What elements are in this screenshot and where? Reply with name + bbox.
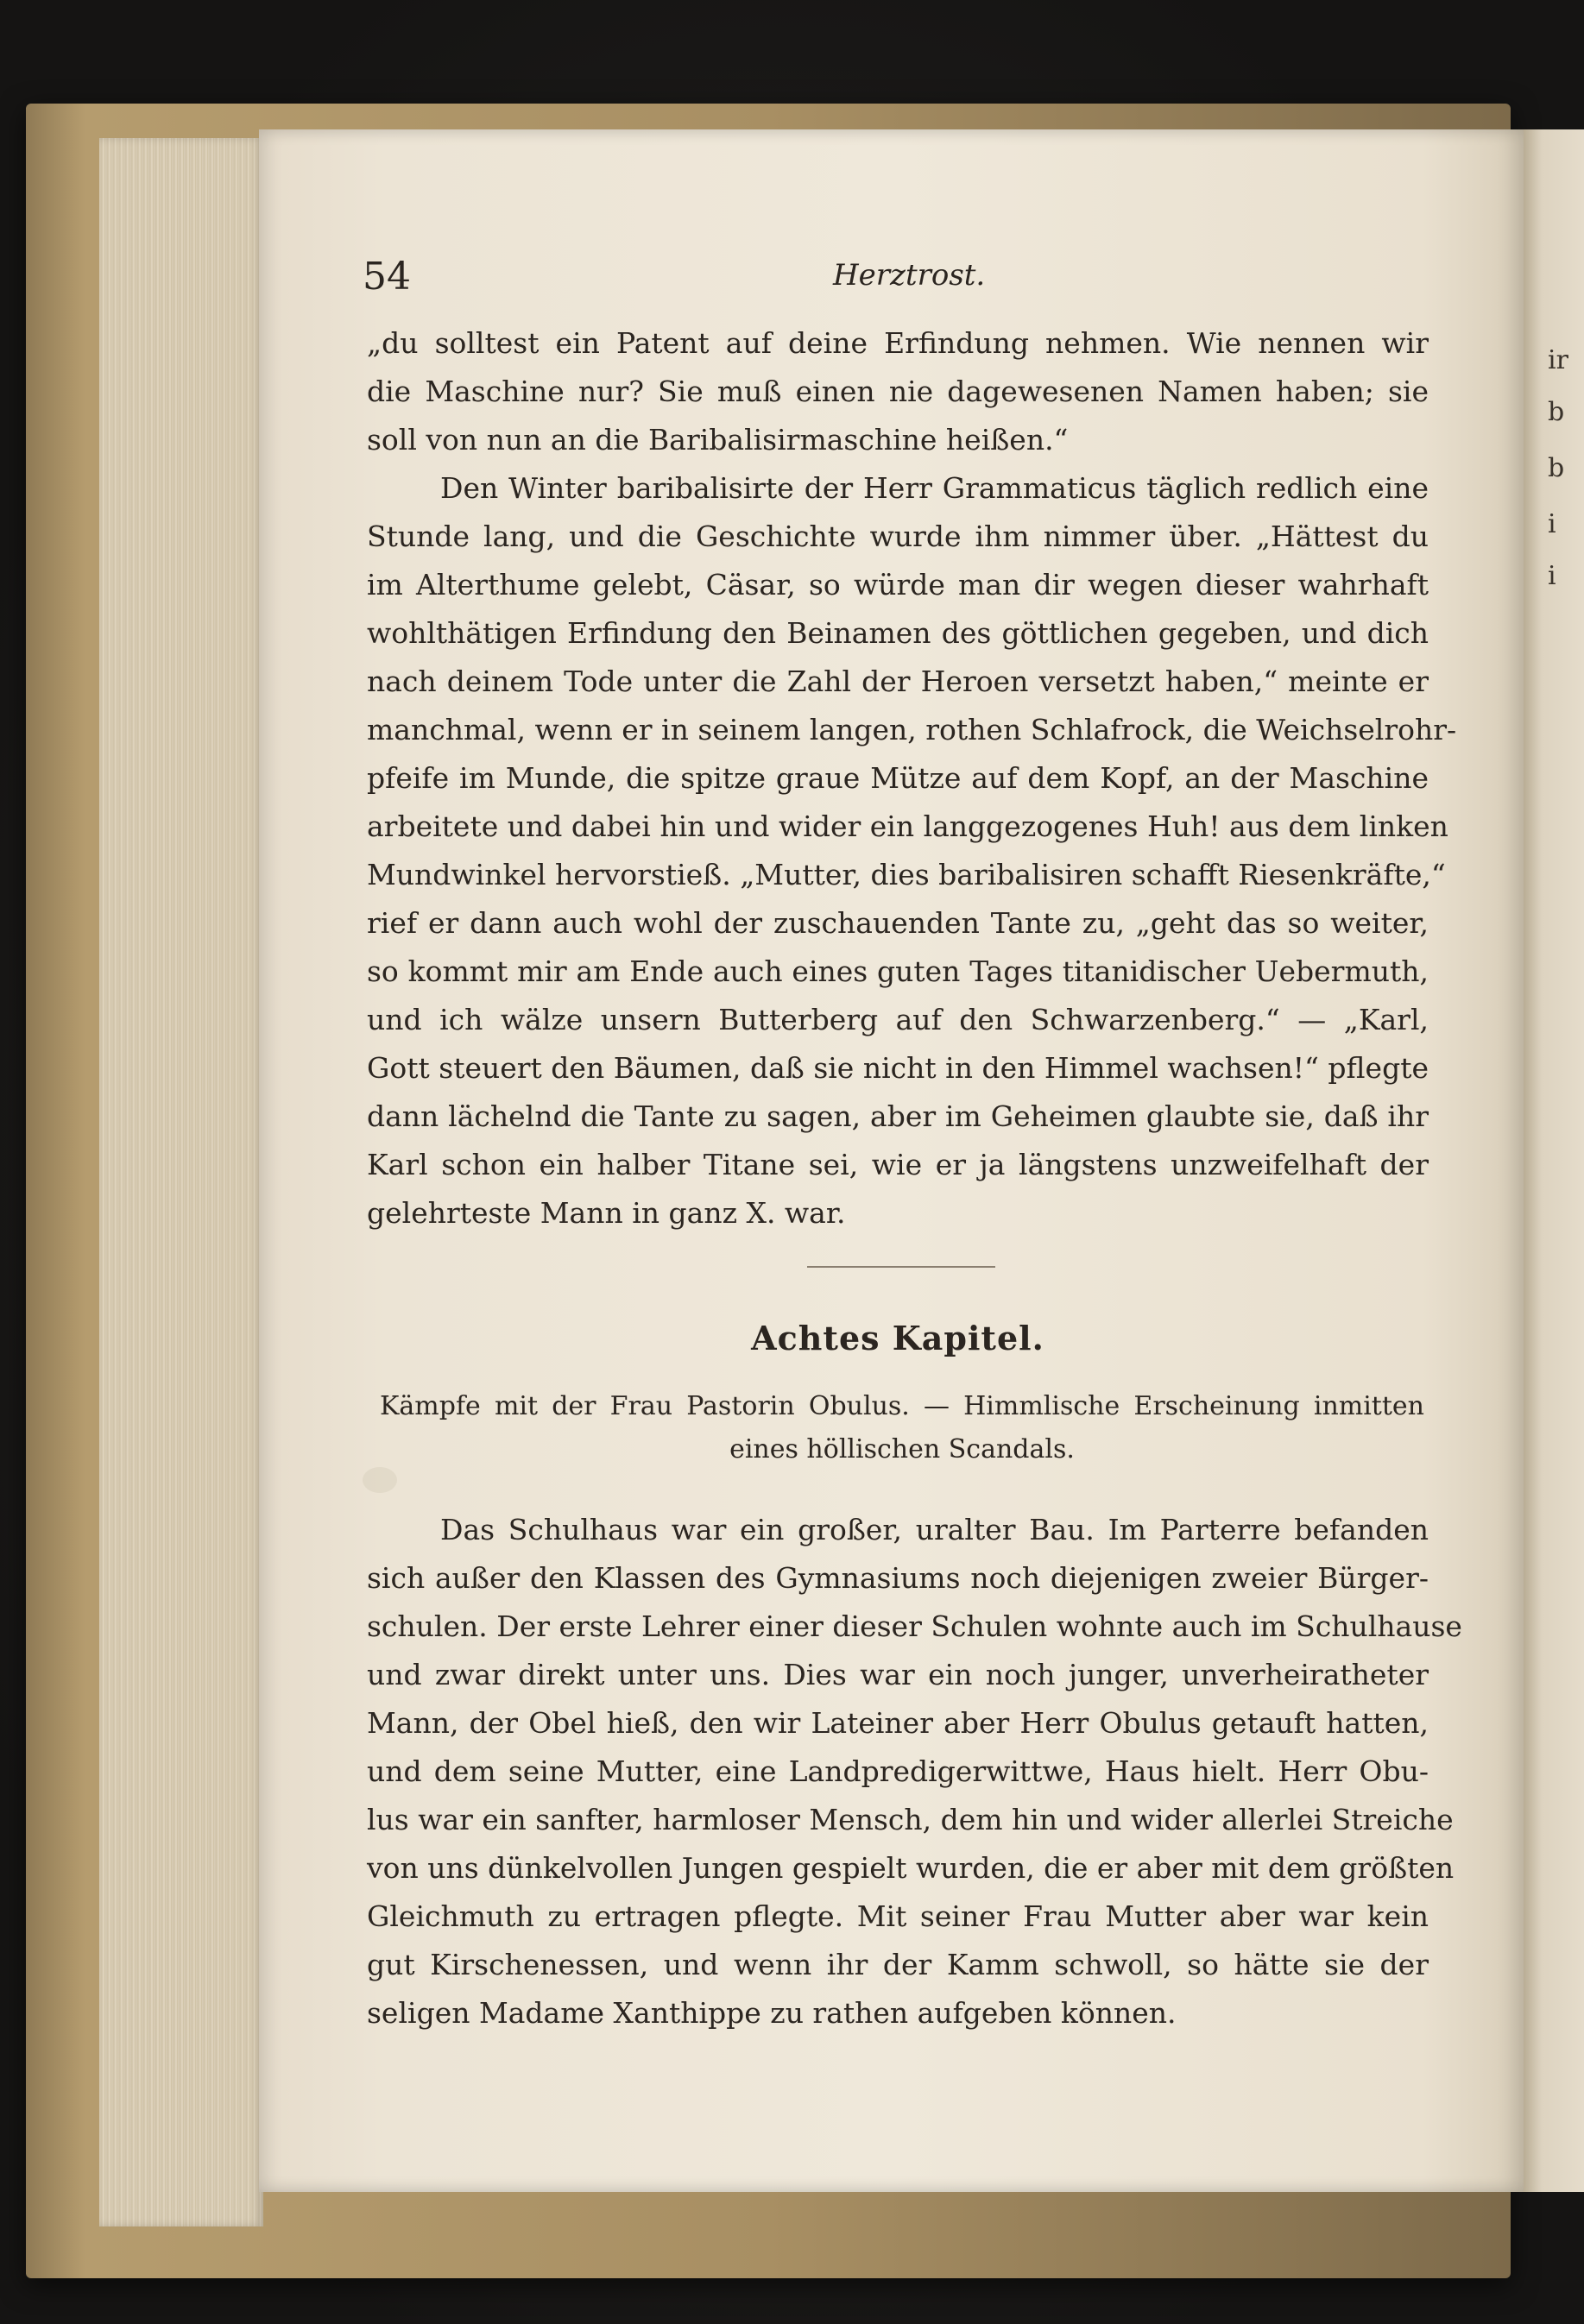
text-line: soll von nun an die Baribalisirmaschine heißen.“ [367, 423, 1069, 457]
text-line: „du solltest ein Patent auf deine Erfindung nehmen. Wie nennen wir [367, 326, 1429, 360]
right-page-fragment: b [1548, 397, 1565, 427]
text-line: und dem seine Mutter, eine Landpredigerwittwe, Haus hielt. Herr Obu- [367, 1754, 1429, 1788]
text-line: sich außer den Klassen des Gymnasiums noch diejenigen zweier Bürger- [367, 1561, 1429, 1595]
chapter-summary-line: eines höllischen Scandals. [729, 1434, 1075, 1464]
text-line: so kommt mir am Ende auch eines guten Tages titanidischer Uebermuth, [367, 954, 1429, 988]
text-line: pfeife im Munde, die spitze graue Mütze auf dem Kopf, an der Maschine [367, 761, 1429, 795]
text-line: Das Schulhaus war ein großer, uralter Bau. Im Parterre befanden [440, 1513, 1429, 1546]
page-header [363, 255, 1424, 306]
text-line: Den Winter baribalisirte der Herr Grammaticus täglich redlich eine [440, 471, 1429, 505]
body-text-bottom [367, 1506, 1462, 2037]
chapter-summary [380, 1385, 1424, 1471]
text-line: manchmal, wenn er in seinem langen, rothen Schlafrock, die Weichselrohr- [367, 713, 1457, 746]
text-line: gut Kirschenessen, und wenn ihr der Kamm schwoll, so hätte sie der [367, 1948, 1429, 1981]
body-text-top [367, 319, 1457, 1238]
text-line: dann lächelnd die Tante zu sagen, aber im Geheimen glaubte sie, daß ihr [367, 1099, 1429, 1133]
text-line: gelehrteste Mann in ganz X. war. [367, 1196, 846, 1230]
text-line: Stunde lang, und die Geschichte wurde ihm nimmer über. „Hättest du [367, 520, 1429, 553]
text-line: schulen. Der erste Lehrer einer dieser Schulen wohnte auch im Schulhause [367, 1609, 1462, 1643]
text-line: Gleichmuth zu ertragen pflegte. Mit seiner Frau Mutter aber war kein [367, 1899, 1429, 1933]
text-line: Mundwinkel hervorstieß. „Mutter, dies baribalisiren schafft Riesenkräfte,“ [367, 858, 1446, 891]
right-page-fragment: b [1548, 453, 1565, 483]
text-line: Gott steuert den Bäumen, daß sie nicht in den Himmel wachsen!“ pflegte [367, 1051, 1429, 1085]
text-line: arbeitete und dabei hin und wider ein langgezogenes Huh! aus dem linken [367, 809, 1448, 843]
right-page-sliver [1524, 129, 1584, 2192]
right-page-fragment: i [1548, 561, 1556, 591]
running-head: Herztrost. [833, 258, 986, 293]
text-line: seligen Madame Xanthippe zu rathen aufgeben können. [367, 1996, 1177, 2030]
text-line: und zwar direkt unter uns. Dies war ein noch junger, unverheiratheter [367, 1658, 1429, 1691]
text-line: und ich wälze unsern Butterberg auf den Schwarzenberg.“ — „Karl, [367, 1003, 1429, 1036]
text-line: Mann, der Obel hieß, den wir Lateiner aber Herr Obulus getauft hatten, [367, 1706, 1429, 1740]
text-line: von uns dünkelvollen Jungen gespielt wurden, die er aber mit dem größten [367, 1851, 1455, 1885]
page-number: 54 [363, 255, 411, 299]
section-divider [807, 1266, 995, 1268]
text-line: die Maschine nur? Sie muß einen nie dagewesenen Namen haben; sie [367, 375, 1429, 408]
text-line: wohlthätigen Erfindung den Beinamen des göttlichen gegeben, und dich [367, 616, 1429, 650]
text-line: lus war ein sanfter, harmloser Mensch, dem hin und wider allerlei Streiche [367, 1803, 1454, 1836]
text-line: rief er dann auch wohl der zuschauenden Tante zu, „geht das so weiter, [367, 906, 1429, 940]
right-page-fragment: ir [1548, 345, 1568, 375]
right-page-fragment: i [1548, 509, 1556, 539]
chapter-title: Achtes Kapitel. [751, 1319, 1044, 1357]
text-line: nach deinem Tode unter die Zahl der Heroen versetzt haben,“ meinte er [367, 664, 1429, 698]
chapter-summary-line: Kämpfe mit der Frau Pastorin Obulus. — Himmlische Erscheinung inmitten [380, 1391, 1424, 1421]
page-edges [99, 138, 263, 2226]
text-line: im Alterthume gelebt, Cäsar, so würde man dir wegen dieser wahrhaft [367, 568, 1429, 601]
text-line: Karl schon ein halber Titane sei, wie er ja längstens unzweifelhaft der [367, 1148, 1429, 1181]
